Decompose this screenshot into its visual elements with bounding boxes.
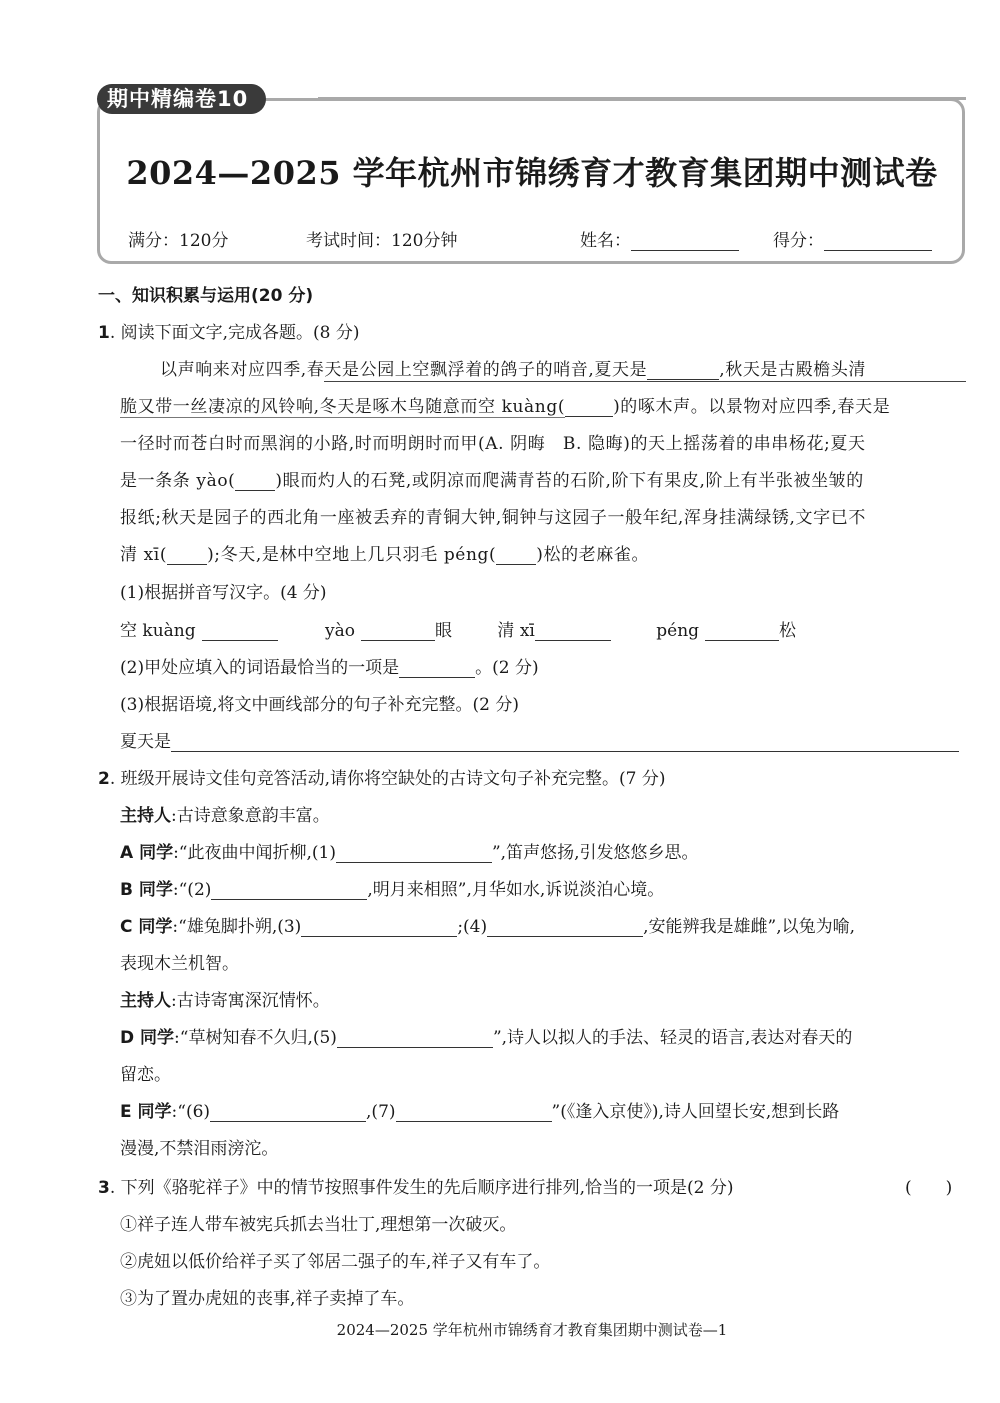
answer-poem-4[interactable]	[487, 916, 643, 937]
page-footer: 2024—2025 学年杭州市锦绣育才教育集团期中测试卷—1	[336, 1321, 728, 1339]
answer-xi[interactable]	[535, 620, 611, 641]
blank-kuang[interactable]	[565, 396, 613, 417]
answer-peng[interactable]	[705, 620, 779, 641]
answer-poem-1[interactable]	[336, 842, 492, 863]
q3-answer-paren[interactable]: ( )	[905, 1178, 953, 1198]
score-field	[773, 226, 932, 251]
q3-option-1: ①祥子连人带车被宪兵抓去当壮丁,理想第一次破灭。	[120, 1215, 517, 1235]
answer-poem-5[interactable]	[337, 1027, 493, 1048]
q1-sub1: (1)根据拼音写汉字。(4 分)	[120, 583, 327, 603]
q2-student-c: C 同学:“雄兔脚扑朔,(3) ;(4) ,安能辨我是雄雌”,以兔为喻,	[120, 917, 856, 937]
paper-tag: 期中精编卷10	[97, 84, 266, 114]
q1-sub2: (2)甲处应填入的词语最恰当的一项是 。(2 分)	[120, 658, 539, 678]
q1-passage-line-6: 清 xī( );冬天,是林中空地上几只羽毛 péng( )松的老麻雀。	[120, 545, 650, 565]
underline-rule	[324, 381, 966, 382]
answer-poem-6[interactable]	[210, 1101, 366, 1122]
q1-passage-line-5: 报纸;秋天是园子的西北角一座被丢弃的青铜大钟,铜钟与这园子一般年纪,浑身挂满绿锈,文字已不	[120, 508, 866, 528]
q2-student-e-cont: 漫漫,不禁泪雨滂沱。	[120, 1139, 279, 1159]
blank-xi[interactable]	[167, 544, 207, 565]
q2-student-b: B 同学:“(2) ,明月来相照”,月华如水,诉说淡泊心境。	[120, 880, 665, 900]
answer-yao[interactable]	[361, 620, 435, 641]
q3-option-2: ②虎妞以低价给祥子买了邻居二强子的车,祥子又有车了。	[120, 1252, 551, 1272]
q2-stem: 2. 班级开展诗文佳句竞答活动,请你将空缺处的古诗文句子补充完整。(7 分)	[98, 769, 666, 789]
answer-summer-sentence[interactable]	[171, 731, 959, 752]
q1-sub3: (3)根据语境,将文中画线部分的句子补充完整。(2 分)	[120, 695, 519, 715]
page-title: 2024—2025 学年杭州市锦绣育才教育集团期中测试卷	[126, 154, 938, 192]
q2-host-2: 主持人:古诗寄寓深沉情怀。	[120, 991, 330, 1011]
answer-poem-7[interactable]	[396, 1101, 552, 1122]
full-score: 满分：120分	[128, 231, 229, 251]
answer-kuang[interactable]	[202, 620, 278, 641]
answer-poem-3[interactable]	[301, 916, 457, 937]
answer-jia[interactable]	[399, 657, 475, 678]
score-label: 得分：	[773, 231, 824, 251]
q1-passage-line-1: 以声响来对应四季,春天是公园上空飘浮着的鸽子的哨音,夏天是 ,秋天是古殿檐头清	[160, 360, 867, 380]
q2-host-1: 主持人:古诗意象意韵丰富。	[120, 806, 330, 826]
q3-option-3: ③为了置办虎妞的丧事,祥子卖掉了车。	[120, 1289, 415, 1309]
section-title: 一、知识积累与运用(20 分)	[98, 286, 314, 306]
answer-poem-2[interactable]	[211, 879, 367, 900]
q2-student-a: A 同学:“此夜曲中闻折柳,(1) ”,笛声悠扬,引发悠悠乡思。	[120, 843, 699, 863]
q2-student-e: E 同学:“(6) ,(7) ”(《逢入京使》),诗人回望长安,想到长路	[120, 1102, 840, 1122]
q1-sub3-answer: 夏天是	[120, 727, 1000, 752]
name-label: 姓名：	[580, 231, 631, 251]
blank-summer[interactable]	[647, 359, 719, 380]
name-field	[580, 226, 739, 251]
q1-stem: 1. 阅读下面文字,完成各题。(8 分)	[98, 323, 360, 343]
blank-peng[interactable]	[496, 544, 536, 565]
name-blank[interactable]	[631, 230, 739, 251]
score-blank[interactable]	[824, 230, 932, 251]
q1-passage-line-3: 一径时而苍白时而黑润的小路,时而明朗时而甲(A. 阴晦 B. 隐晦)的天上摇荡着的串串杨花;夏天	[120, 434, 866, 454]
q1-pinyin-row: 空 kuàng yào 眼 清 xī péng 松	[120, 621, 797, 641]
blank-yao[interactable]	[235, 470, 275, 491]
q2-student-d: D 同学:“草树知春不久归,(5) ”,诗人以拟人的手法、轻灵的语言,表达对春天的	[120, 1028, 853, 1048]
q2-student-d-cont: 留恋。	[120, 1065, 171, 1085]
q1-passage-line-2: 脆又带一丝凄凉的风铃响,冬天是啄木鸟随意而空 kuàng( )的啄木声。以景物对应四季,春天是	[120, 397, 891, 417]
q1-passage-line-4: 是一条条 yào( )眼而灼人的石凳,或阴凉而爬满青苔的石阶,阶下有果皮,阶上有半张被坐皱的	[120, 471, 864, 491]
q2-student-c-cont: 表现木兰机智。	[120, 954, 239, 974]
q3-stem: 3. 下列《骆驼祥子》中的情节按照事件发生的先后顺序进行排列,恰当的一项是(2 分)	[98, 1178, 734, 1198]
exam-time: 考试时间：120分钟	[306, 231, 458, 251]
